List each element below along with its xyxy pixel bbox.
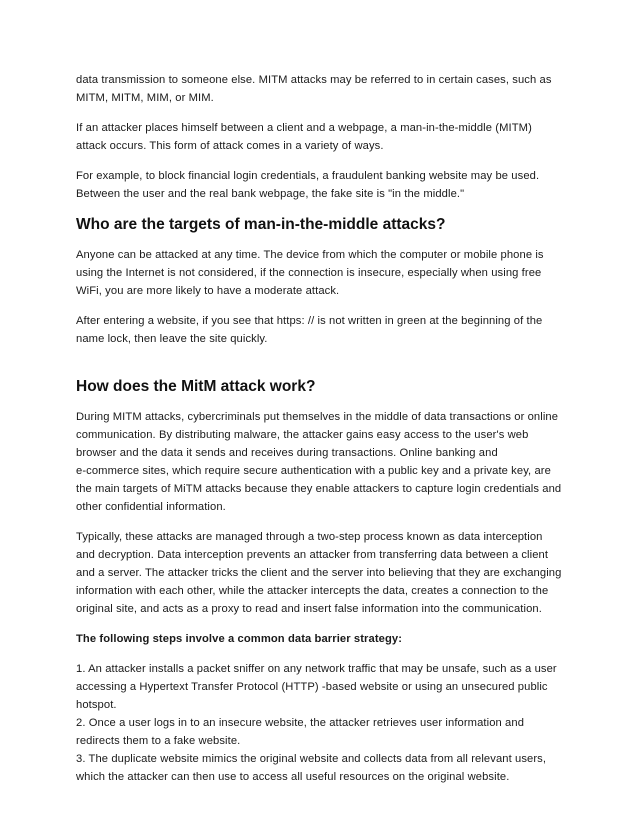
document-page	[76, 71, 566, 786]
steps-list	[76, 660, 566, 786]
heading-how-it-works: How does the MitM attack work?	[76, 378, 316, 395]
text-line: other confidential information.	[76, 501, 226, 513]
text-line: 1. An attacker installs a packet sniffer on any network traffic that may be unsafe, such as a user	[76, 663, 557, 675]
text-line: For example, to block financial login credentials, a fraudulent banking website may be used.	[76, 170, 540, 182]
text-line: communication. By distributing malware, the attacker gains easy access to the user's web	[76, 429, 529, 441]
text-line: Typically, these attacks are managed through a two-step process known as data interception	[76, 531, 543, 543]
text-line: accessing a Hypertext Transfer Protocol (HTTP) -based website or using an unsecured public	[76, 681, 548, 693]
text-line: redirects them to a fake website.	[76, 735, 241, 747]
paragraph-how-it-works	[76, 408, 566, 516]
text-line: The following steps involve a common data barrier strategy:	[76, 633, 403, 645]
text-line: 2. Once a user logs in to an insecure website, the attacker retrieves user information and	[76, 717, 525, 729]
text-line: hotspot.	[76, 699, 117, 711]
paragraph-two-step-process	[76, 528, 566, 618]
text-line: e-commerce sites, which require secure authentication with a public key and a private key, are	[76, 465, 551, 477]
text-line: Anyone can be attacked at any time. The device from which the computer or mobile phone is	[76, 249, 544, 261]
text-line: information with each other, while the attacker intercepts the data, creates a connection to the	[76, 585, 549, 597]
text-line: data transmission to someone else. MITM attacks may be referred to in certain cases, such as	[76, 74, 552, 86]
text-line: Between the user and the real bank webpage, the fake site is "in the middle."	[76, 188, 465, 200]
paragraph-targets	[76, 246, 566, 300]
text-line: MITM, MITM, MIM, or MIM.	[76, 92, 214, 104]
text-line: browser and the data it sends and receives during transactions. Online banking and	[76, 447, 498, 459]
text-line: 3. The duplicate website mimics the original website and collects data from all relevant users,	[76, 753, 547, 765]
text-line: which the attacker can then use to access all useful resources on the original website.	[76, 771, 510, 783]
text-line: WiFi, you are more likely to have a moderate attack.	[76, 285, 340, 297]
steps-intro	[76, 630, 566, 648]
text-line: attack occurs. This form of attack comes in a variety of ways.	[76, 140, 384, 152]
text-line: and decryption. Data interception prevents an attacker from transferring data between a client	[76, 549, 549, 561]
paragraph-intro	[76, 71, 566, 107]
text-line: original site, and acts as a proxy to read and insert false information into the communication.	[76, 603, 542, 615]
paragraph-example	[76, 167, 566, 203]
text-line: After entering a website, if you see that https: // is not written in green at the beginning of the	[76, 315, 543, 327]
heading-targets: Who are the targets of man-in-the-middle attacks?	[76, 216, 446, 233]
text-line: During MITM attacks, cybercriminals put themselves in the middle of data transactions or online	[76, 411, 559, 423]
text-line: name lock, then leave the site quickly.	[76, 333, 268, 345]
text-line: and a server. The attacker tricks the client and the server into believing that they are exchanging	[76, 567, 562, 579]
text-line: If an attacker places himself between a client and a webpage, a man-in-the-middle (MITM)	[76, 122, 532, 134]
text-line: using the Internet is not considered, if the connection is insecure, especially when using free	[76, 267, 542, 279]
paragraph-definition	[76, 119, 566, 155]
paragraph-https-advice	[76, 312, 566, 348]
text-line: the main targets of MiTM attacks because they enable attackers to capture login credentials and	[76, 483, 562, 495]
